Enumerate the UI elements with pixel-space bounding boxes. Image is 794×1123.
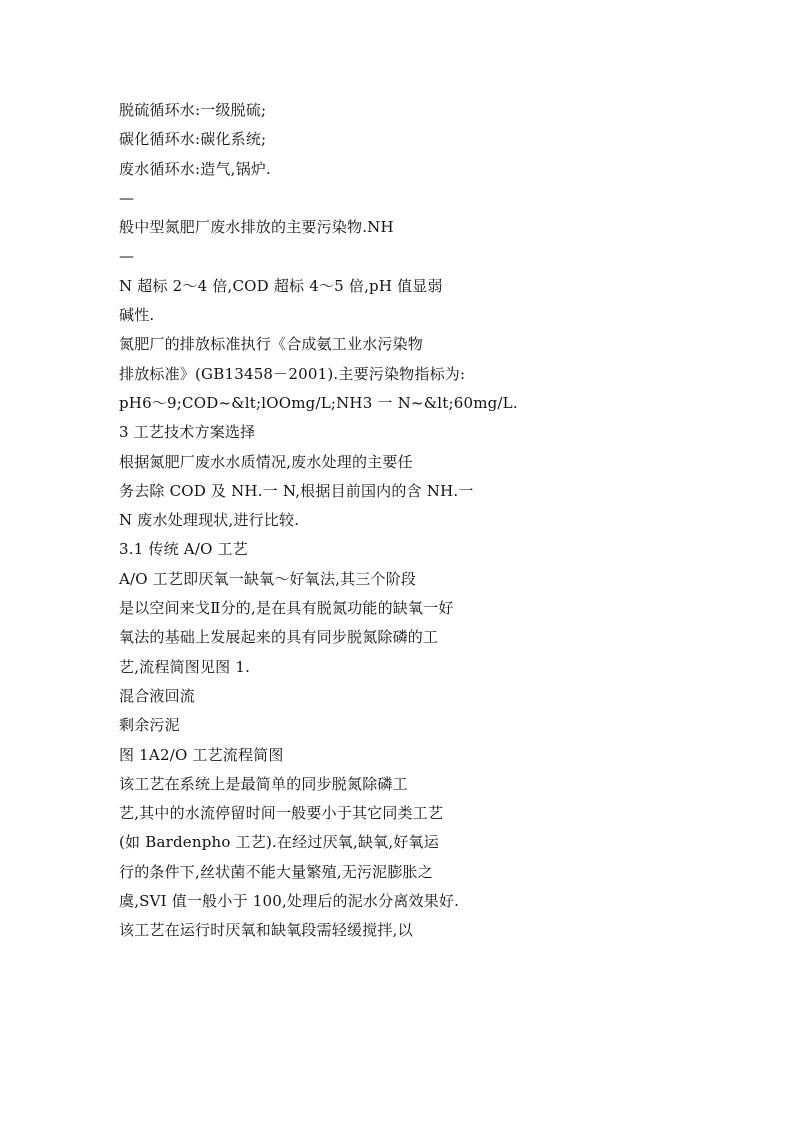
text-line: 氮肥厂的排放标准执行《合成氨工业水污染物	[119, 335, 424, 354]
text-line: —	[119, 247, 135, 266]
text-line: 行的条件下,丝状菌不能大量繁殖,无污泥膨胀之	[119, 862, 433, 881]
figure-label: 混合液回流	[119, 686, 196, 705]
text-line: 脱硫循环水:一级脱硫;	[119, 101, 267, 119]
text-line: N 超标 2～4 倍,COD 超标 4～5 倍,pH 值显弱	[119, 276, 443, 295]
text-line: (如 Bardenpho 工艺).在经过厌氧,缺氧,好氧运	[119, 833, 439, 852]
text-line: 该工艺在运行时厌氧和缺氧段需轻缓搅拌,以	[119, 921, 413, 940]
text-line: 虞,SVI 值一般小于 100,处理后的泥水分离效果好.	[119, 892, 460, 911]
subsection-heading: 3.1 传统 A/O 工艺	[119, 540, 248, 559]
text-line: 艺,其中的水流停留时间一般要小于其它同类工艺	[119, 804, 444, 823]
text-line: 般中型氮肥厂废水排放的主要污染物.NH	[119, 218, 394, 237]
text-line: A/O 工艺即厌氧一缺氧～好氧法,其三个阶段	[119, 569, 417, 588]
text-line: 根据氮肥厂废水水质情况,废水处理的主要任	[119, 452, 413, 471]
text-line: —	[119, 188, 135, 207]
text-line: 务去除 COD 及 NH.一 N,根据目前国内的含 NH.一	[119, 481, 474, 500]
text-line: pH6～9;COD~&lt;lOOmg/L;NH3 一 N~&lt;60mg/L.	[119, 393, 518, 412]
text-line: 氧法的基础上发展起来的具有同步脱氮除磷的工	[119, 628, 439, 647]
text-line: 艺,流程简图见图 1.	[119, 657, 251, 676]
document-body	[119, 96, 679, 946]
figure-label: 剩余污泥	[119, 716, 180, 735]
figure-caption: 图 1A2/O 工艺流程简图	[119, 745, 284, 764]
text-line: 废水循环水:造气,锅炉.	[119, 159, 271, 178]
text-line: N 废水处理现状,进行比较.	[119, 511, 300, 530]
text-line: 是以空间来戈Ⅱ分的,是在具有脱氮功能的缺氧一好	[119, 599, 454, 618]
text-line: 排放标准》(GB13458－2001).主要污染物指标为:	[119, 364, 466, 383]
section-heading: 3 工艺技术方案选择	[119, 423, 256, 442]
text-line: 碳化循环水:碳化系统;	[119, 130, 267, 149]
text-line: 碱性.	[119, 306, 155, 325]
text-line: 该工艺在系统上是最简单的同步脱氮除磷工	[119, 774, 408, 793]
